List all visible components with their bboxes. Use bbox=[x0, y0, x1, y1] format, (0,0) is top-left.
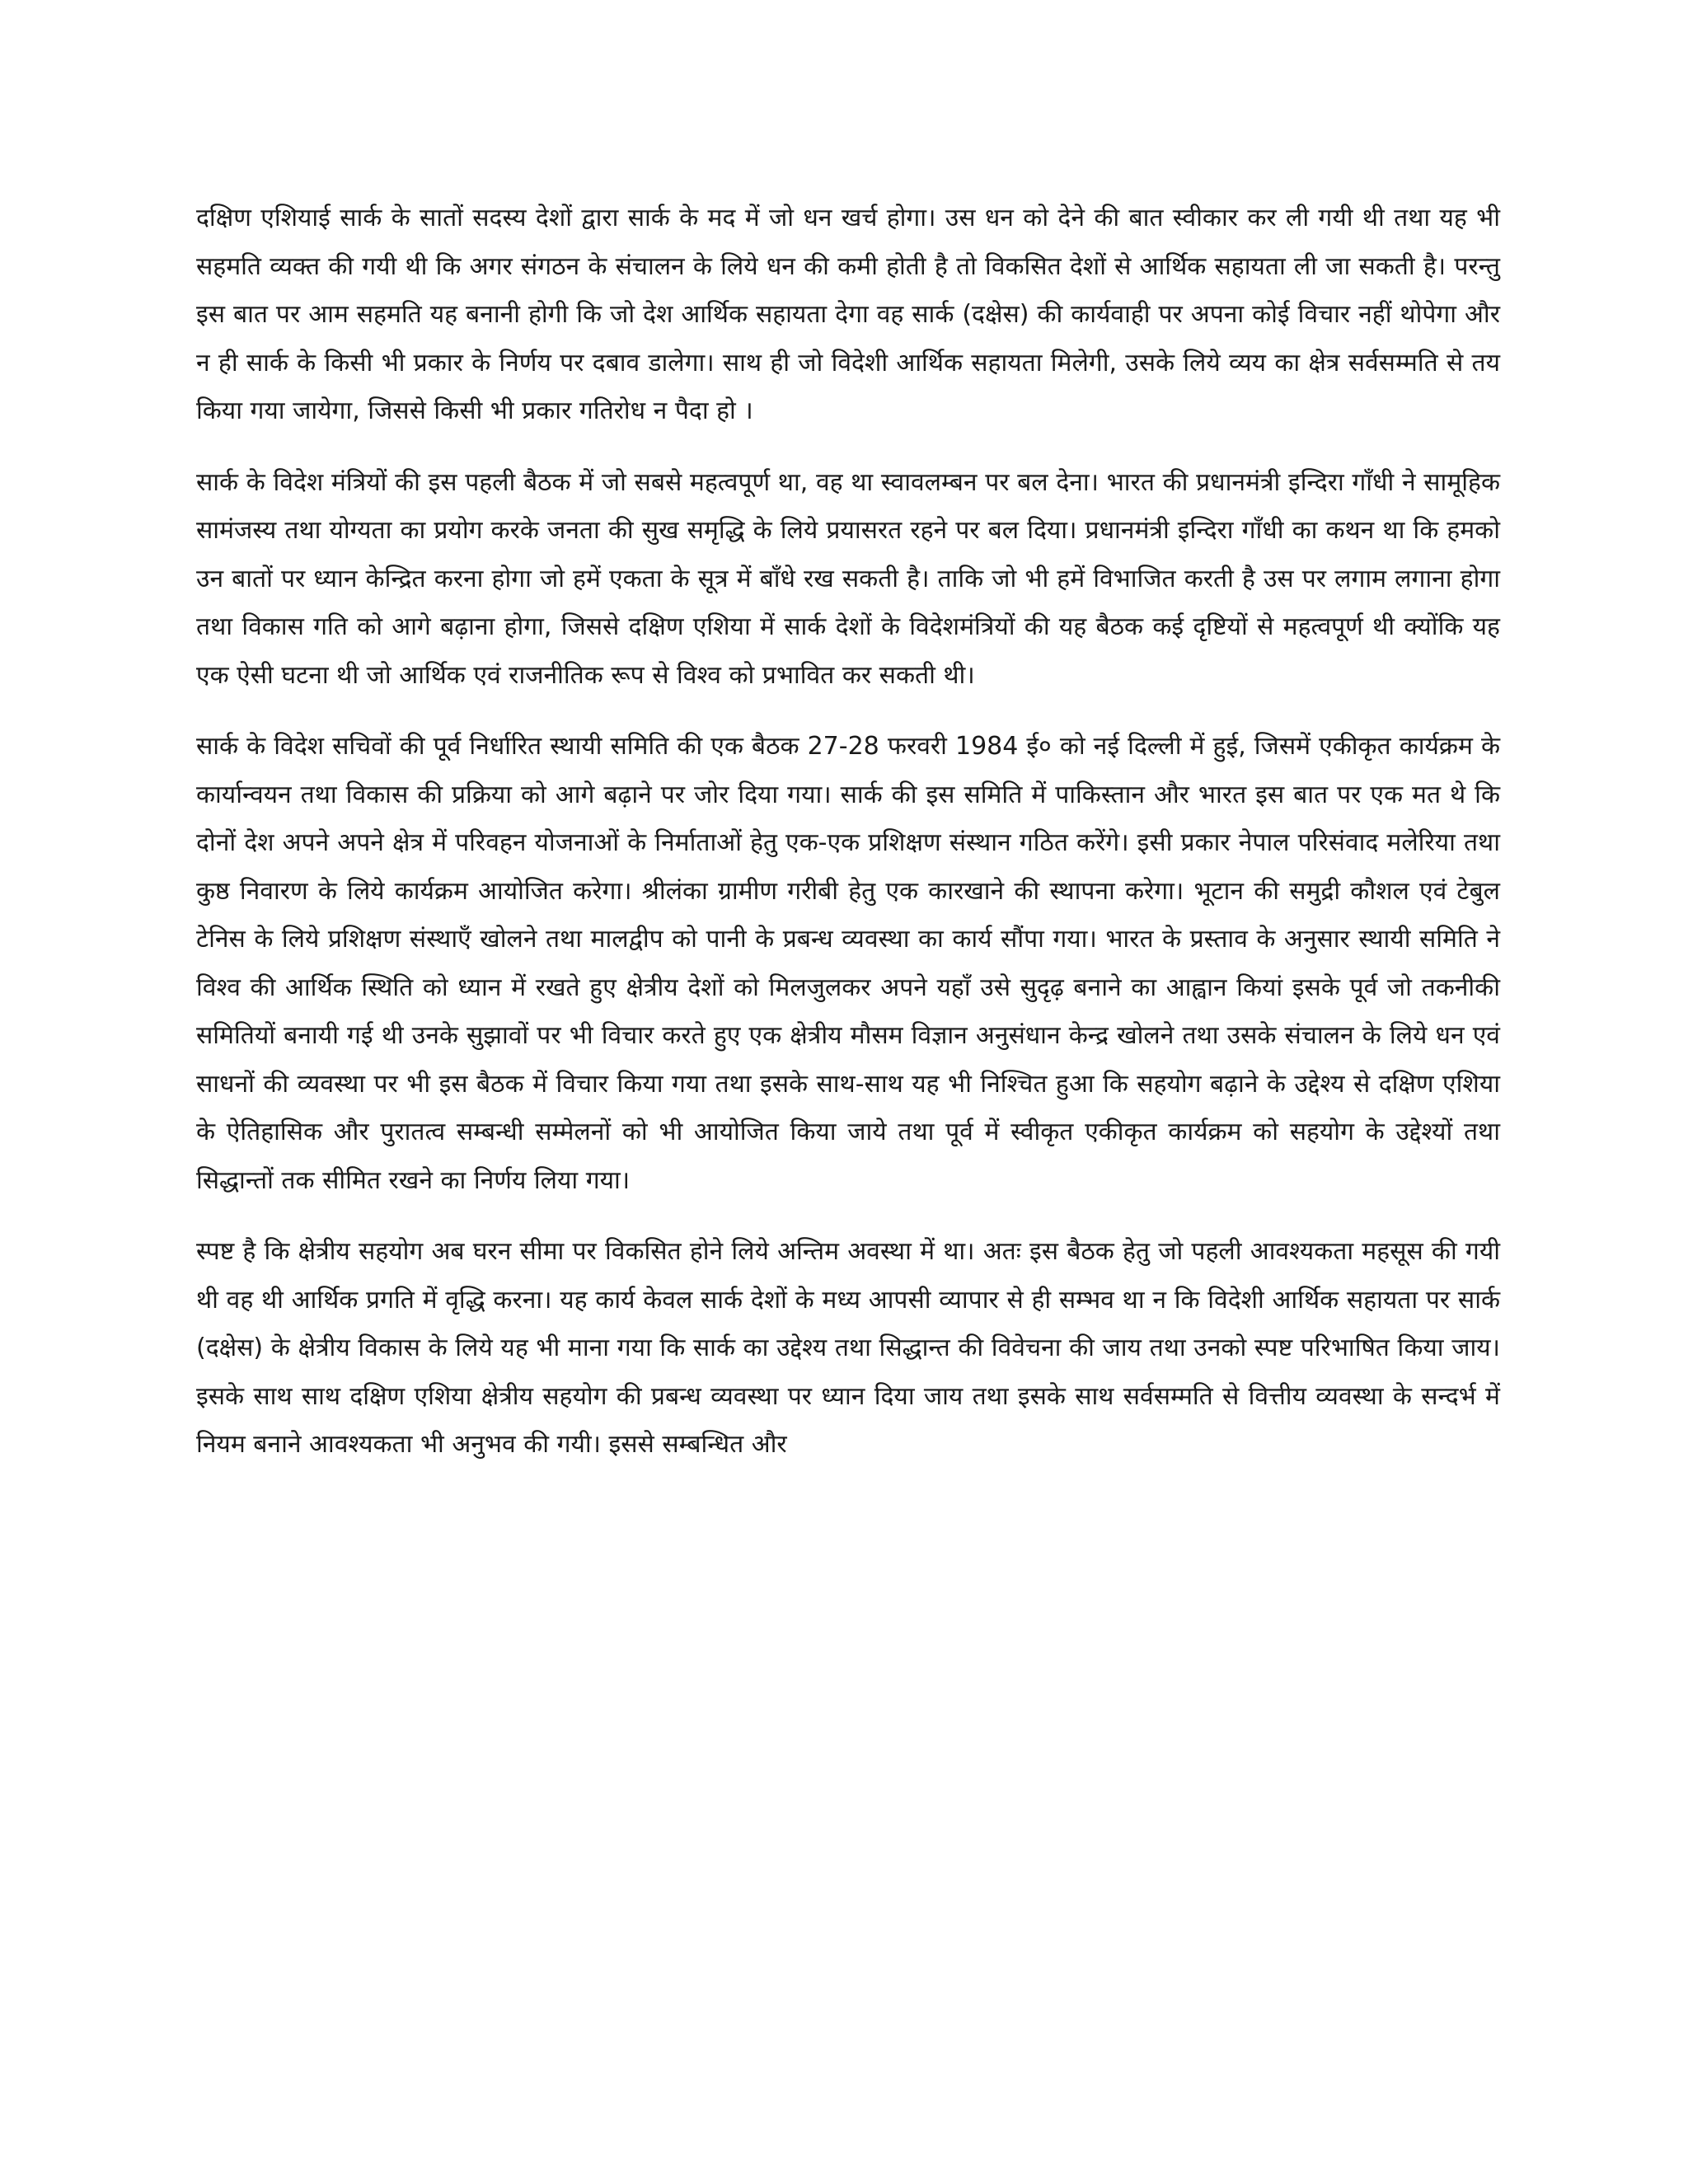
paragraph-4: स्पष्ट है कि क्षेत्रीय सहयोग अब घरन सीमा पर विकसित होने लिये अन्तिम अवस्था में था। अतः इस बैठक हेतु जो पहली आवश्यकता महसूस की गयी थी वह थी आर्थिक प्रगति में वृद्धि करना। यह कार्य केवल सार्क देशों के मध्य आपसी व्यापार से ही सम्भव था न कि विदेशी आर्थिक सहायता पर सार्क (दक्षेस) के क्षेत्रीय विकास के लिये यह भी माना गया कि सार्क का उद्देश्य तथा सिद्धान्त की विवेचना की जाय तथा उनको स्पष्ट परिभाषित किया जाय। इसके साथ साथ दक्षिण एशिया क्षेत्रीय सहयोग की प्रबन्ध व्यवस्था पर ध्यान दिया जाय तथा इसके साथ सर्वसम्मति से वित्तीय व्यवस्था के सन्दर्भ में नियम बनाने आवश्यकता भी अनुभव की गयी। इससे सम्बन्धित और bbox=[196, 1237, 1500, 1459]
paragraph-2: सार्क के विदेश मंत्रियों की इस पहली बैठक में जो सबसे महत्वपूर्ण था, वह था स्वावलम्बन पर बल देना। भारत की प्रधानमंत्री इन्दिरा गाँधी ने सामूहिक सामंजस्य तथा योग्यता का प्रयोग करके जनता की सुख समृद्धि के लिये प्रयासरत रहने पर बल दिया। प्रधानमंत्री इन्दिरा गाँधी का कथन था कि हमको उन बातों पर ध्यान केन्द्रित करना होगा जो हमें एकता के सूत्र में बाँधे रख सकती है। ताकि जो भी हमें विभाजित करती है उस पर लगाम लगाना होगा तथा विकास गति को आगे बढ़ाना होगा, जिससे दक्षिण एशिया में सार्क देशों के विदेशमंत्रियों की यह बैठक कई दृष्टियों से महत्वपूर्ण थी क्योंकि यह एक ऐसी घटना थी जो आर्थिक एवं राजनीतिक रूप से विश्व को प्रभावित कर सकती थी। bbox=[196, 467, 1500, 690]
document-body bbox=[196, 194, 1500, 1469]
paragraph-1: दक्षिण एशियाई सार्क के सातों सदस्य देशों द्वारा सार्क के मद में जो धन खर्च होगा। उस धन को देने की बात स्वीकार कर ली गयी थी तथा यह भी सहमति व्यक्त की गयी थी कि अगर संगठन के संचालन के लिये धन की कमी होती है तो विकसित देशों से आर्थिक सहायता ली जा सकती है। परन्तु इस बात पर आम सहमति यह बनानी होगी कि जो देश आर्थिक सहायता देगा वह सार्क (दक्षेस) की कार्यवाही पर अपना कोई विचार नहीं थोपेगा और न ही सार्क के किसी भी प्रकार के निर्णय पर दबाव डालेगा। साथ ही जो विदेशी आर्थिक सहायता मिलेगी, उसके लिये व्यय का क्षेत्र सर्वसम्मति से तय किया गया जायेगा, जिससे किसी भी प्रकार गतिरोध न पैदा हो । bbox=[196, 204, 1500, 425]
paragraph-3: सार्क के विदेश सचिवों की पूर्व निर्धारित स्थायी समिति की एक बैठक 27-28 फरवरी 1984 ई० को नई दिल्ली में हुई, जिसमें एकीकृत कार्यक्रम के कार्यान्वयन तथा विकास की प्रक्रिया को आगे बढ़ाने पर जोर दिया गया। सार्क की इस समिति में पाकिस्तान और भारत इस बात पर एक मत थे कि दोनों देश अपने अपने क्षेत्र में परिवहन योजनाओं के निर्माताओं हेतु एक-एक प्रशिक्षण संस्थान गठित करेंगे। इसी प्रकार नेपाल परिसंवाद मलेरिया तथा कुष्ठ निवारण के लिये कार्यक्रम आयोजित करेगा। श्रीलंका ग्रामीण गरीबी हेतु एक कारखाने की स्थापना करेगा। भूटान की समुद्री कौशल एवं टेबुल टेनिस के लिये प्रशिक्षण संस्थाएँ खोलने तथा मालद्वीप को पानी के प्रबन्ध व्यवस्था का कार्य सौंपा गया। भारत के प्रस्ताव के अनुसार स्थायी समिति ने विश्व की आर्थिक स्थिति को ध्यान में रखते हुए क्षेत्रीय देशों को मिलजुलकर अपने यहाँ उसे सुदृढ़ बनाने का आह्वान कियां इसके पूर्व जो तकनीकी समितियों बनायी गई थी उनके सुझावों पर भी विचार करते हुए एक क्षेत्रीय मौसम विज्ञान अनुसंधान केन्द्र खोलने तथा उसके संचालन के लिये धन एवं साधनों की व्यवस्था पर भी इस बैठक में विचार किया गया तथा इसके साथ-साथ यह भी निश्चित हुआ कि सहयोग बढ़ाने के उद्देश्य से दक्षिण एशिया के ऐतिहासिक और पुरातत्व सम्बन्धी सम्मेलनों को भी आयोजित किया जाये तथा पूर्व में स्वीकृत एकीकृत कार्यक्रम को सहयोग के उद्देश्यों तथा सिद्धान्तों तक सीमित रखने का निर्णय लिया गया। bbox=[196, 732, 1500, 1195]
